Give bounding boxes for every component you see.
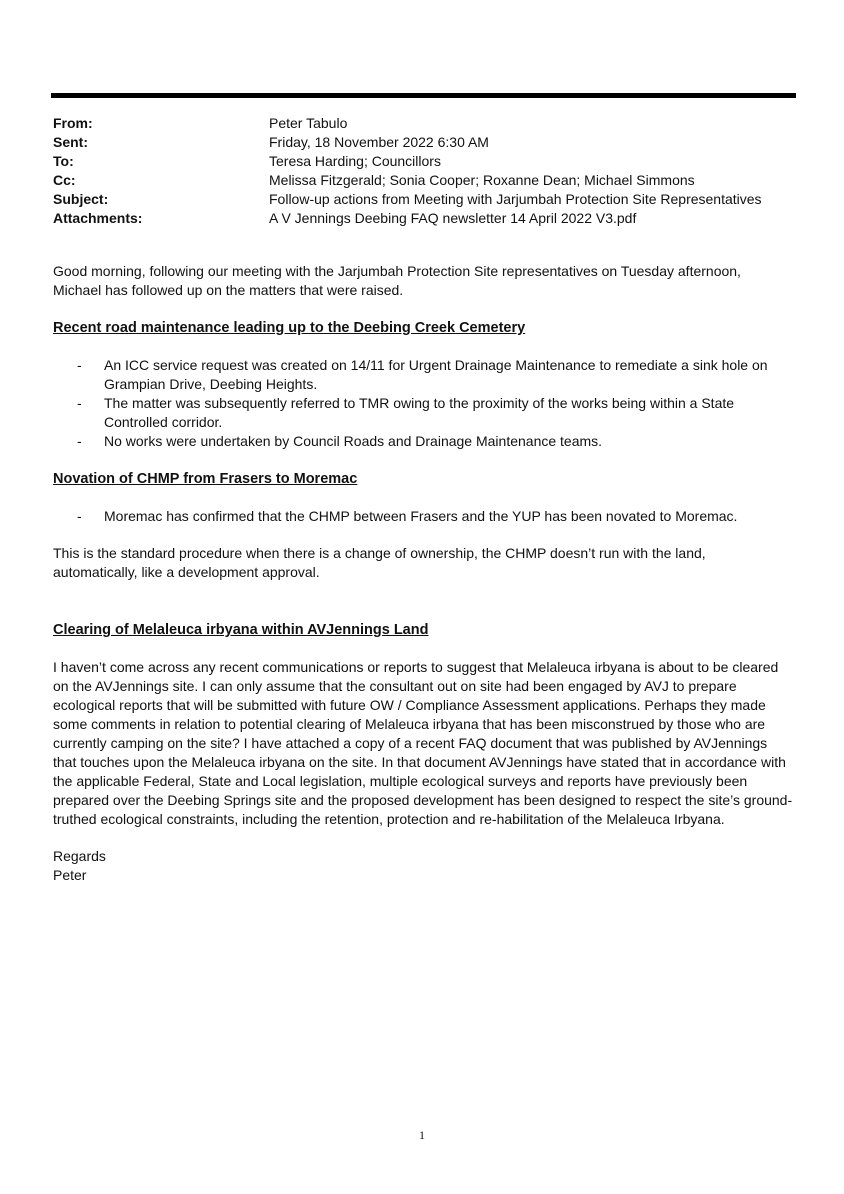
signature: Peter bbox=[53, 867, 87, 883]
header-divider bbox=[51, 93, 796, 98]
list-item: - No works were undertaken by Council Roads and Drainage Maintenance teams. bbox=[53, 432, 793, 451]
to-value: Teresa Harding; Councillors bbox=[269, 153, 441, 169]
attachments-row bbox=[53, 209, 793, 228]
chmp-paragraph: This is the standard procedure when there is a change of ownership, the CHMP doesn’t run with the land, automatically, like a development approval. bbox=[53, 545, 706, 580]
subject-value: Follow-up actions from Meeting with Jarjumbah Protection Site Representatives bbox=[269, 191, 762, 207]
from-label: From: bbox=[53, 115, 93, 131]
list-item: - An ICC service request was created on 14/11 for Urgent Drainage Maintenance to remediate a sink hole on Grampian Drive, Deebing Heights. bbox=[53, 356, 793, 394]
cc-label: Cc: bbox=[53, 172, 76, 188]
spacer bbox=[53, 582, 793, 601]
page-number: 1 bbox=[419, 1128, 425, 1142]
spacer bbox=[53, 601, 793, 620]
road-maintenance-list bbox=[53, 356, 793, 451]
email-header bbox=[53, 114, 793, 228]
section-heading-melaleuca: Clearing of Melaleuca irbyana within AVJennings Land bbox=[53, 622, 429, 638]
list-item: - Moremac has confirmed that the CHMP between Frasers and the YUP has been novated to Moremac. bbox=[53, 507, 793, 526]
to-row bbox=[53, 152, 793, 171]
subject-row bbox=[53, 190, 793, 209]
signoff: Regards bbox=[53, 848, 106, 864]
melaleuca-paragraph: I haven’t come across any recent communications or reports to suggest that Melaleuca irbyana is about to be cleared on the AVJennings site. I can only assume that the consultant out on site had been engaged by AVJ to prepare ecological reports that will be submitted with future OW / Compliance Assessment applications. Perhaps they made some comments in relation to potential clearing of Melaleuca irbyana that has been misconstrued by those who are currently camping on the site? I have attached a copy of a recent FAQ document that was published by AVJennings that touches upon the Melaleuca irbyana on the site. In that document AVJennings have stated that in accordance with the applicable Federal, State and Local legislation, multiple ecological surveys and reports have previously been prepared over the Deebing Springs site and the proposed development has been designed to respect the site’s ground-truthed ecological constraints, including the retention, protection and re-habilitation of the Melaleuca Irbyana. bbox=[53, 659, 793, 827]
cc-row bbox=[53, 171, 793, 190]
from-value: Peter Tabulo bbox=[269, 115, 348, 131]
from-row bbox=[53, 114, 793, 133]
email-body bbox=[53, 262, 793, 885]
intro-paragraph: Good morning, following our meeting with the Jarjumbah Protection Site representatives on Tuesday afternoon, Michael has followed up on the matters that were raised. bbox=[53, 263, 741, 298]
sent-label: Sent: bbox=[53, 134, 88, 150]
to-label: To: bbox=[53, 153, 74, 169]
sent-value: Friday, 18 November 2022 6:30 AM bbox=[269, 134, 489, 150]
section-heading-chmp-novation: Novation of CHMP from Frasers to Moremac bbox=[53, 471, 358, 487]
attachment-link[interactable]: A V Jennings Deebing FAQ newsletter 14 April 2022 V3.pdf bbox=[269, 210, 637, 226]
cc-value: Melissa Fitzgerald; Sonia Cooper; Roxanne Dean; Michael Simmons bbox=[269, 172, 695, 188]
attachments-label: Attachments: bbox=[53, 210, 143, 226]
section-heading-road-maintenance: Recent road maintenance leading up to the Deebing Creek Cemetery bbox=[53, 320, 526, 336]
subject-label: Subject: bbox=[53, 191, 109, 207]
list-item: - The matter was subsequently referred to TMR owing to the proximity of the works being within a State Controlled corridor. bbox=[53, 394, 793, 432]
chmp-list bbox=[53, 507, 793, 526]
sent-row bbox=[53, 133, 793, 152]
